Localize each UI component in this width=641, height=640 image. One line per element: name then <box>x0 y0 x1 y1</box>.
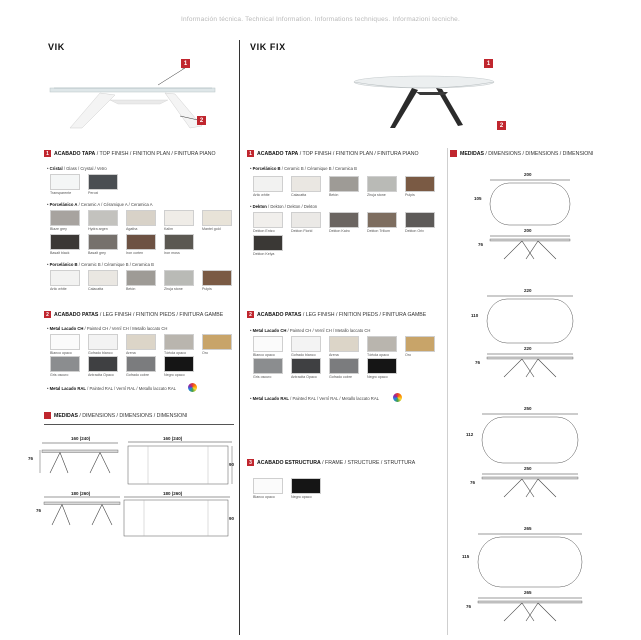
table-top-view <box>480 413 580 465</box>
table-top-view <box>488 179 572 227</box>
finish-swatch <box>88 174 118 195</box>
section-title-bold: ACABADO TAPA <box>54 150 96 157</box>
swatch-color <box>88 356 118 372</box>
finish-swatch <box>291 176 321 197</box>
table-side-view <box>480 473 580 499</box>
finish-swatch <box>88 270 118 291</box>
swatch-label: Betón <box>126 287 136 291</box>
swatch-label: Dekton Kelya <box>253 252 275 256</box>
vik-group-label-metal-ch: • Metal Lacado CH / Painted CH / Vernî CH / Metallo laccato CH <box>47 326 168 331</box>
swatch-color <box>253 478 283 494</box>
swatch-color <box>50 334 80 350</box>
finish-swatch <box>253 336 283 357</box>
finish-swatch <box>405 336 435 357</box>
swatch-color <box>126 334 156 350</box>
swatch-label: Dekton Trilium <box>367 229 390 233</box>
swatch-label: Oro <box>202 351 208 355</box>
vik-group-label-porcelanico-b: • Porcelánico B / Ceramic B / Céramique B / Ceramica B <box>47 262 154 267</box>
vik-dim1-top-drawing <box>124 440 236 486</box>
swatch-color <box>367 176 397 192</box>
table-top-view <box>476 533 584 589</box>
swatch-label: Negro opaco <box>367 375 388 379</box>
finish-swatch <box>88 210 118 231</box>
dim-height: 76 <box>478 242 484 247</box>
vikfix-callout-1: 1 <box>484 59 493 68</box>
finish-swatch <box>291 212 321 233</box>
swatch-label: Dekton Florid <box>291 229 313 233</box>
finish-swatch <box>253 478 283 499</box>
section-title-bold: ACABADO ESTRUCTURA <box>257 459 321 466</box>
swatch-label: Mantel gold <box>202 227 221 231</box>
swatch-color <box>405 212 435 228</box>
vik-callout-1: 1 <box>181 59 190 68</box>
dim-depth: 105 <box>474 196 482 201</box>
finish-swatch <box>164 356 194 377</box>
swatch-label: Dekton Orix <box>405 229 424 233</box>
dimensions-divider <box>447 148 448 635</box>
vik-dim2-height: 76 <box>36 508 42 513</box>
finish-swatch <box>164 234 194 255</box>
vik-dim1-side-length: 160 (240) <box>71 436 91 441</box>
swatch-color <box>329 336 359 352</box>
vikfix-group-label-metal-ch: • Metal Lacado CH / Painted CH / Vernî CH / Metallo laccato CH <box>250 328 371 333</box>
vik-group-label-metal-ral: • Metal Lacado RAL / Painted RAL / Vernî RAL / Metallo laccato RAL <box>47 386 176 391</box>
vik-dim1-height: 76 <box>28 456 34 461</box>
swatch-color <box>367 336 397 352</box>
swatch-label: Blaze grey <box>50 227 67 231</box>
dim-side-length: 265 <box>524 590 532 595</box>
swatch-color <box>50 270 80 286</box>
dim-height: 76 <box>475 360 481 365</box>
swatch-color <box>253 212 283 228</box>
page-header: Información técnica. Technical Information. Informations techniques. Informazioni tecniche. <box>181 16 460 23</box>
swatch-color <box>367 358 397 374</box>
finish-swatch <box>329 176 359 197</box>
finish-swatch <box>405 176 435 197</box>
swatch-label: Betón <box>329 193 339 197</box>
swatch-label: Zhuja stone <box>367 193 386 197</box>
dim-depth: 115 <box>462 554 470 559</box>
swatch-color <box>164 210 194 226</box>
swatch-label: Kalim <box>164 227 173 231</box>
swatch-label: Blanco opaco <box>50 351 72 355</box>
vik-dim2-top-drawing <box>120 495 234 539</box>
dim-depth: 112 <box>466 432 474 437</box>
swatch-label: Gris oscuro <box>253 375 272 379</box>
section-title-rest: / DIMENSIONS / DIMENSIONS / DIMENSIONI <box>483 150 594 157</box>
swatch-label: Gofrado cobre <box>329 375 352 379</box>
ral-color-wheel-icon <box>188 383 197 392</box>
vik-dim2-side-length: 180 (260) <box>71 491 91 496</box>
swatch-color <box>291 176 321 192</box>
section-title-bold: ACABADO TAPA <box>257 150 299 157</box>
finish-swatch <box>329 212 359 233</box>
swatch-label: Antracita Opaco <box>291 375 317 379</box>
dim-top-length: 220 <box>524 288 532 293</box>
swatch-color <box>164 334 194 350</box>
swatch-label: Pulpis <box>202 287 212 291</box>
swatch-color <box>291 478 321 494</box>
swatch-label: Antracita Opaco <box>88 373 114 377</box>
section-number-badge: 2 <box>44 311 51 318</box>
section-marker-badge <box>450 150 457 157</box>
finish-swatch <box>405 212 435 233</box>
swatch-label: Blanco opaco <box>253 495 275 499</box>
swatch-color <box>164 356 194 372</box>
finish-swatch <box>126 270 156 291</box>
swatch-label: Negro opaco <box>291 495 312 499</box>
finish-swatch <box>126 334 156 355</box>
dim-side-length: 250 <box>524 466 532 471</box>
vikfix-product-image <box>350 70 500 132</box>
section-number-badge: 2 <box>247 311 254 318</box>
section-title-rest: / TOP FINISH / FINITION PLAN / FINITURA PIANO <box>298 150 419 157</box>
finish-swatch <box>164 210 194 231</box>
vik-dim2-top-length: 180 (260) <box>163 491 183 496</box>
finish-swatch <box>50 334 80 355</box>
swatch-label: Iron moss <box>164 251 180 255</box>
section-title-rest: / LEG FINISH / FINITION PIEDS / FINITURA GAMBE <box>98 311 224 318</box>
ral-color-wheel-icon <box>393 393 402 402</box>
swatch-color <box>291 336 321 352</box>
finish-swatch <box>126 234 156 255</box>
swatch-color <box>202 334 232 350</box>
finish-swatch <box>50 270 80 291</box>
dim-side-length: 200 <box>524 228 532 233</box>
section-marker-badge <box>44 412 51 419</box>
swatch-color <box>88 210 118 226</box>
table-side-view <box>476 597 584 623</box>
swatch-color <box>202 270 232 286</box>
swatch-color <box>50 174 80 190</box>
swatch-label: Arena <box>329 353 339 357</box>
swatch-label: Gofrado blanco <box>88 351 113 355</box>
section-title-bold: MEDIDAS <box>54 412 78 419</box>
finish-swatch <box>50 356 80 377</box>
swatch-label: Artic white <box>253 193 270 197</box>
finish-swatch <box>291 478 321 499</box>
swatch-color <box>253 336 283 352</box>
swatch-label: Oro <box>405 353 411 357</box>
swatch-color <box>88 270 118 286</box>
vik-dim2-side-drawing <box>40 495 124 527</box>
finish-swatch <box>126 210 156 231</box>
finish-swatch <box>291 358 321 379</box>
vik-callout-2: 2 <box>197 116 206 125</box>
table-side-view <box>488 235 572 261</box>
vikfix-callout-2: 2 <box>497 121 506 130</box>
finish-swatch <box>164 334 194 355</box>
finish-swatch <box>329 336 359 357</box>
swatch-label: Arena <box>126 351 136 355</box>
swatch-label: Artic white <box>50 287 67 291</box>
swatch-label: Agatha <box>126 227 138 231</box>
finish-swatch <box>50 174 80 195</box>
vik-top-finish-heading <box>44 150 216 157</box>
swatch-color <box>329 176 359 192</box>
vikfix-title: VIK FIX <box>250 42 286 52</box>
vik-dim1-top-length: 160 (240) <box>163 436 183 441</box>
swatch-label: Dekton Kairo <box>329 229 350 233</box>
section-number-badge: 1 <box>247 150 254 157</box>
finish-swatch <box>88 334 118 355</box>
swatch-label: Tórtola opaco <box>164 351 186 355</box>
swatch-label: Blanco opaco <box>253 353 275 357</box>
section-title-bold: ACABADO PATAS <box>257 311 302 318</box>
swatch-color <box>126 210 156 226</box>
swatch-color <box>164 234 194 250</box>
swatch-label: Tórtola opaco <box>367 353 389 357</box>
table-side-view <box>485 353 575 379</box>
swatch-label: Pulpis <box>405 193 415 197</box>
vik-dim1-side-drawing <box>38 440 122 476</box>
section-number-badge: 3 <box>247 459 254 466</box>
vik-dim1-depth: 90 <box>229 462 235 467</box>
finish-swatch <box>88 234 118 255</box>
swatch-color <box>329 358 359 374</box>
swatch-color <box>50 210 80 226</box>
swatch-color <box>405 336 435 352</box>
finish-swatch <box>50 210 80 231</box>
finish-swatch <box>202 210 232 231</box>
dim-top-length: 200 <box>524 172 532 177</box>
finish-swatch <box>202 334 232 355</box>
swatch-label: Gris oscuro <box>50 373 69 377</box>
swatch-label: Calacatta <box>88 287 104 291</box>
vikfix-group-label-porcelanico-b: • Porcelánico B / Ceramic B / Céramique B / Ceramica B <box>250 166 357 171</box>
vik-leg-finish-heading <box>44 311 223 318</box>
section-title-rest: / FRAME / STRUCTURE / STRUTTURA <box>320 459 416 466</box>
section-number-badge: 1 <box>44 150 51 157</box>
swatch-color <box>88 174 118 190</box>
swatch-color <box>50 234 80 250</box>
finish-swatch <box>253 235 283 256</box>
vik-title: VIK <box>48 42 65 52</box>
swatch-color <box>367 212 397 228</box>
vikfix-dimensions-heading <box>450 150 593 157</box>
swatch-color <box>329 212 359 228</box>
swatch-label: Gofrado blanco <box>291 353 316 357</box>
swatch-color <box>126 356 156 372</box>
swatch-color <box>88 334 118 350</box>
finish-swatch <box>126 356 156 377</box>
swatch-color <box>126 234 156 250</box>
vikfix-group-label-dekton: • Dekton / Dekton / Dekton / Dekton <box>250 204 318 209</box>
dim-height: 76 <box>466 604 472 609</box>
finish-swatch <box>202 270 232 291</box>
dim-height: 76 <box>470 480 476 485</box>
swatch-label: Basalt grey <box>88 251 106 255</box>
dim-depth: 110 <box>471 313 479 318</box>
dim-top-length: 265 <box>524 526 532 531</box>
dim-side-length: 220 <box>524 346 532 351</box>
vikfix-structure-heading <box>247 459 415 466</box>
swatch-label: Dekton Entzo <box>253 229 275 233</box>
vik-dimensions-heading <box>44 412 187 419</box>
vikfix-group-label-metal-ral: • Metal Lacado RAL / Painted RAL / Vernî RAL / Metallo laccato RAL <box>250 396 379 401</box>
swatch-label: Hydra argen <box>88 227 108 231</box>
section-title-rest: / TOP FINISH / FINITION PLAN / FINITURA PIANO <box>95 150 216 157</box>
swatch-color <box>50 356 80 372</box>
finish-swatch <box>367 336 397 357</box>
column-divider <box>239 40 240 635</box>
swatch-color <box>253 176 283 192</box>
section-title-rest: / LEG FINISH / FINITION PIEDS / FINITURA GAMBE <box>301 311 427 318</box>
finish-swatch <box>253 212 283 233</box>
swatch-color <box>291 212 321 228</box>
dim-top-length: 250 <box>524 406 532 411</box>
swatch-color <box>253 358 283 374</box>
vik-dimensions-rule <box>44 424 234 425</box>
swatch-color <box>291 358 321 374</box>
finish-swatch <box>367 358 397 379</box>
vik-group-label-cristal: • Cristal / Glass / Crystal / Vetro <box>47 166 107 171</box>
vikfix-top-finish-heading <box>247 150 419 157</box>
swatch-label: Gofrado cobre <box>126 373 149 377</box>
finish-swatch <box>164 270 194 291</box>
section-title-rest: / DIMENSIONS / DIMENSIONS / DIMENSIONI <box>77 412 188 419</box>
finish-swatch <box>367 212 397 233</box>
swatch-label: Zhuja stone <box>164 287 183 291</box>
vikfix-leg-finish-heading <box>247 311 426 318</box>
finish-swatch <box>253 176 283 197</box>
swatch-label: Basalt black <box>50 251 70 255</box>
swatch-color <box>202 210 232 226</box>
swatch-color <box>405 176 435 192</box>
swatch-label: Transparente <box>50 191 72 195</box>
finish-swatch <box>329 358 359 379</box>
vik-group-label-porcelanico-a: • Porcelánico A / Ceramic A / Céramique A / Ceramica A <box>47 202 153 207</box>
swatch-label: Peroxi <box>88 191 99 195</box>
table-top-view <box>485 295 575 345</box>
swatch-color <box>126 270 156 286</box>
swatch-label: Negro opaco <box>164 373 185 377</box>
swatch-label: Iron corten <box>126 251 144 255</box>
section-title-bold: MEDIDAS <box>460 150 484 157</box>
swatch-label: Calacatta <box>291 193 307 197</box>
finish-swatch <box>291 336 321 357</box>
finish-swatch <box>253 358 283 379</box>
swatch-color <box>253 235 283 251</box>
swatch-color <box>164 270 194 286</box>
finish-swatch <box>88 356 118 377</box>
finish-swatch <box>50 234 80 255</box>
section-title-bold: ACABADO PATAS <box>54 311 99 318</box>
swatch-color <box>88 234 118 250</box>
finish-swatch <box>367 176 397 197</box>
vik-dim2-depth: 90 <box>229 516 235 521</box>
